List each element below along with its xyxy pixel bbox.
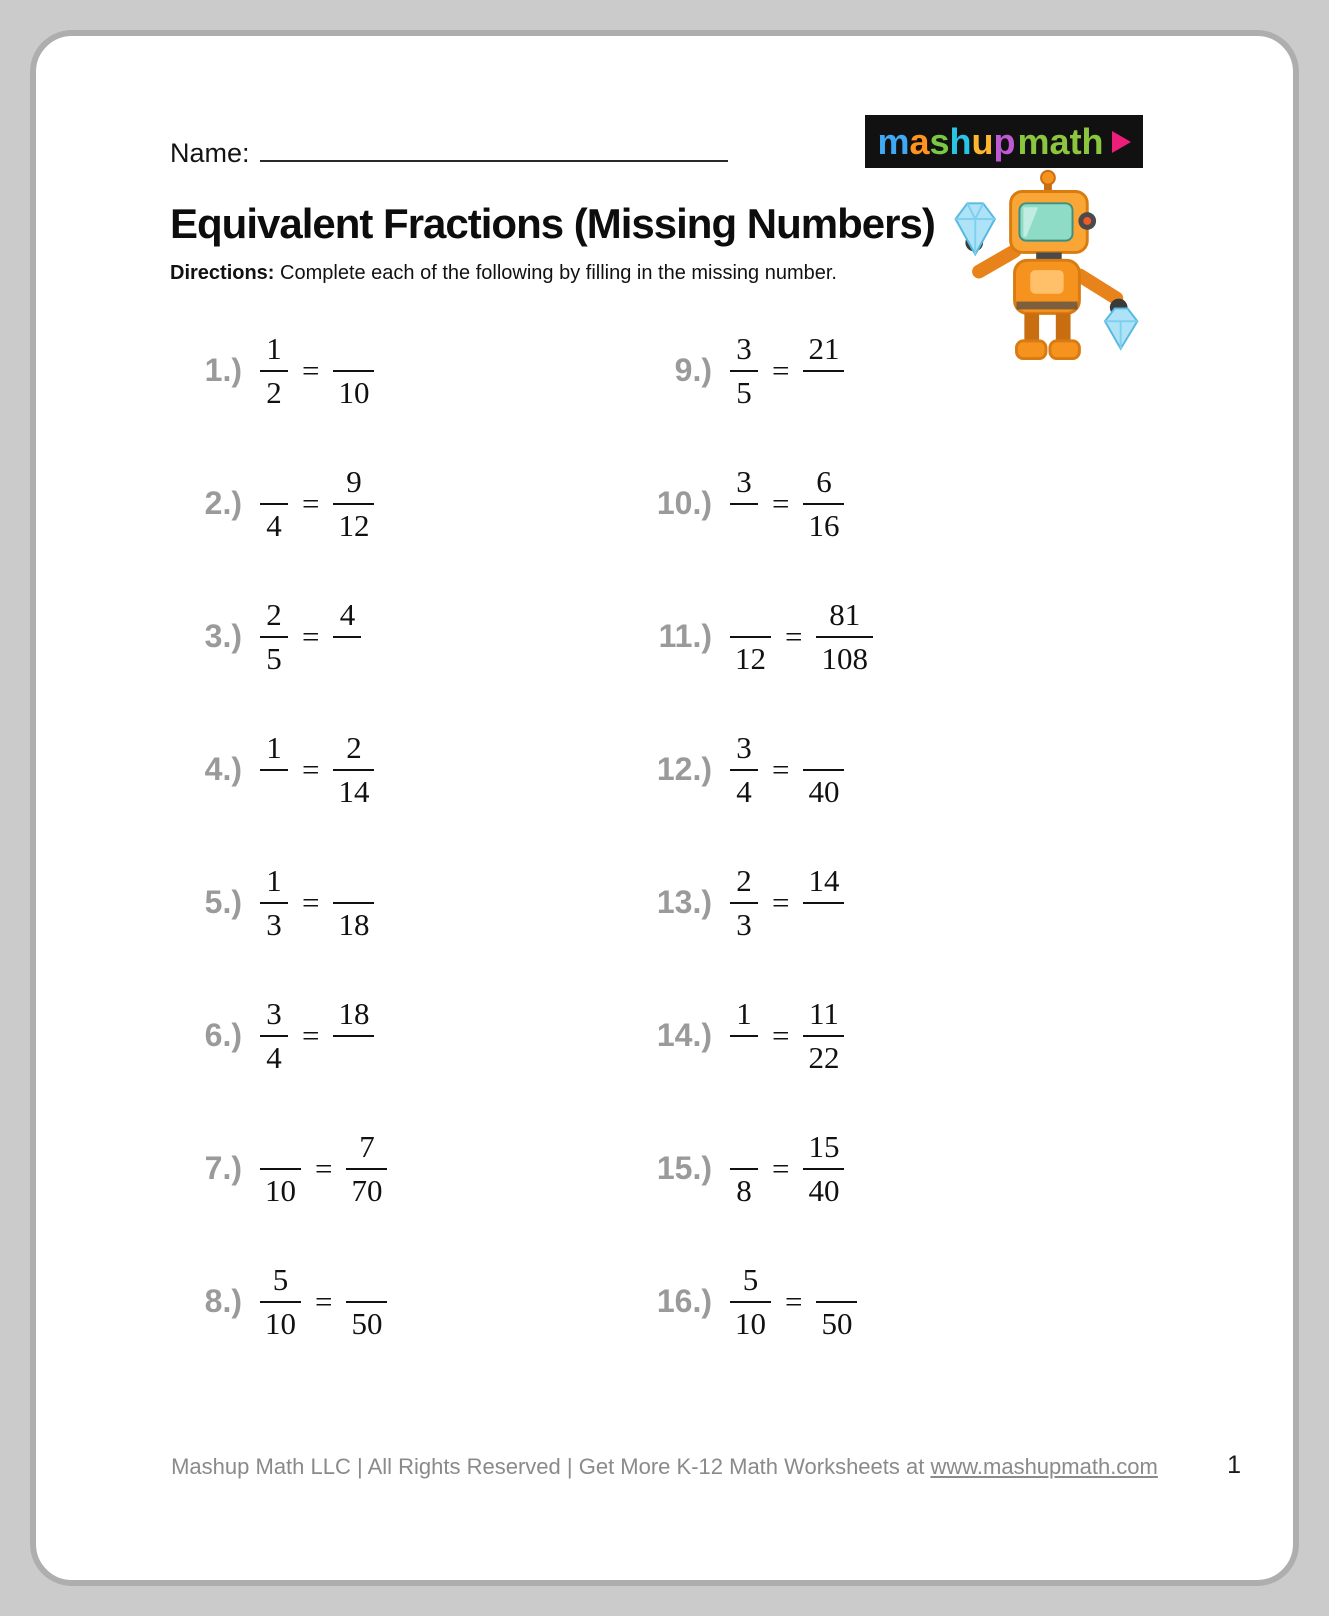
logo-letter: p xyxy=(993,120,1016,162)
problem-2 xyxy=(156,464,626,543)
fraction-numerator-blank[interactable] xyxy=(333,331,374,372)
play-icon xyxy=(1112,131,1131,153)
fraction xyxy=(346,1129,387,1208)
equals-sign: = xyxy=(302,485,320,521)
fraction-denominator: 4 xyxy=(736,773,752,809)
fraction-numerator: 81 xyxy=(816,597,873,638)
equation xyxy=(730,1129,844,1208)
fraction xyxy=(730,464,758,543)
fraction-denominator: 50 xyxy=(351,1305,383,1341)
equation xyxy=(260,730,374,809)
fraction-denominator: 16 xyxy=(808,507,840,543)
fraction-denominator: 12 xyxy=(735,640,766,676)
equals-sign: = xyxy=(772,485,790,521)
problem-15 xyxy=(626,1129,1166,1208)
fraction-numerator: 3 xyxy=(730,730,758,771)
problem-7 xyxy=(156,1129,626,1208)
fraction-denominator: 14 xyxy=(338,773,370,809)
fraction xyxy=(730,331,758,410)
equals-sign: = xyxy=(772,1017,790,1053)
equation xyxy=(730,863,844,942)
name-label: Name: xyxy=(170,138,250,168)
fraction xyxy=(333,464,374,543)
fraction-numerator: 1 xyxy=(260,730,288,771)
fraction-numerator-blank[interactable] xyxy=(260,1129,301,1170)
equals-sign: = xyxy=(302,1017,320,1053)
fraction xyxy=(260,331,288,410)
fraction-denominator: 10 xyxy=(265,1305,296,1341)
problem-10 xyxy=(626,464,1166,543)
fraction-numerator: 21 xyxy=(803,331,844,372)
fraction-denominator-blank[interactable] xyxy=(333,638,361,677)
fraction-numerator: 15 xyxy=(803,1129,844,1170)
equation xyxy=(730,464,844,543)
fraction-denominator: 4 xyxy=(266,1039,282,1075)
fraction-numerator: 2 xyxy=(333,730,374,771)
fraction xyxy=(803,331,844,410)
equals-sign: = xyxy=(302,618,320,654)
fraction-numerator: 1 xyxy=(260,331,288,372)
fraction-numerator: 14 xyxy=(803,863,844,904)
problem-number: 7.) xyxy=(204,1150,242,1186)
equation xyxy=(730,730,844,809)
fraction-numerator-blank[interactable] xyxy=(730,1129,758,1170)
fraction xyxy=(803,730,844,809)
fraction xyxy=(803,1129,844,1208)
fraction xyxy=(803,464,844,543)
logo-letter: a xyxy=(909,120,930,162)
fraction xyxy=(730,597,771,676)
fraction-denominator-blank[interactable] xyxy=(730,505,758,544)
fraction xyxy=(730,730,758,809)
fraction-numerator: 2 xyxy=(730,863,758,904)
fraction-denominator: 40 xyxy=(808,1172,840,1208)
problem-number: 8.) xyxy=(204,1283,242,1319)
fraction-denominator-blank[interactable] xyxy=(260,771,288,810)
logo-letter: m xyxy=(877,120,910,162)
equation xyxy=(730,597,873,676)
equals-sign: = xyxy=(302,352,320,388)
fraction xyxy=(260,597,288,676)
fraction-denominator: 40 xyxy=(808,773,840,809)
equals-sign: = xyxy=(302,884,320,920)
fraction-denominator: 10 xyxy=(265,1172,296,1208)
problem-1 xyxy=(156,331,626,410)
fraction-numerator: 1 xyxy=(730,996,758,1037)
fraction-numerator: 1 xyxy=(260,863,288,904)
problem-number: 15.) xyxy=(656,1150,712,1186)
footer-text: Mashup Math LLC | All Rights Reserved | Get More K-12 Math Worksheets at xyxy=(171,1454,931,1479)
problem-number: 10.) xyxy=(656,485,712,521)
equals-sign: = xyxy=(772,352,790,388)
fraction-denominator-blank[interactable] xyxy=(803,372,844,411)
problem-11 xyxy=(626,597,1166,676)
directions-label: Directions: xyxy=(170,262,275,284)
fraction-denominator: 12 xyxy=(338,507,370,543)
problem-number: 12.) xyxy=(656,751,712,787)
fraction-denominator: 108 xyxy=(821,640,868,676)
worksheet-title: Equivalent Fractions (Missing Numbers) xyxy=(170,200,935,247)
fraction xyxy=(260,730,288,809)
equals-sign: = xyxy=(772,1150,790,1186)
fraction-denominator: 10 xyxy=(338,374,370,410)
equals-sign: = xyxy=(785,1283,803,1319)
problem-number: 1.) xyxy=(204,352,242,388)
logo-letter: h xyxy=(949,120,972,162)
fraction-numerator: 2 xyxy=(260,597,288,638)
footer-link[interactable]: www.mashupmath.com xyxy=(930,1454,1158,1479)
fraction-numerator: 3 xyxy=(730,464,758,505)
problem-6 xyxy=(156,996,626,1075)
fraction xyxy=(803,863,844,942)
fraction-numerator-blank[interactable] xyxy=(346,1262,387,1303)
fraction-numerator: 11 xyxy=(803,996,844,1037)
fraction xyxy=(260,464,288,543)
fraction-numerator: 5 xyxy=(730,1262,771,1303)
problem-9 xyxy=(626,331,1166,410)
equation xyxy=(730,331,844,410)
problem-14 xyxy=(626,996,1166,1075)
problem-number: 14.) xyxy=(656,1017,712,1053)
fraction-numerator: 3 xyxy=(730,331,758,372)
diamond-icon xyxy=(956,203,995,254)
problem-number: 5.) xyxy=(204,884,242,920)
fraction xyxy=(333,597,361,676)
logo-text-mashup xyxy=(877,121,1015,163)
fraction-denominator: 10 xyxy=(735,1305,766,1341)
logo-text-math: math xyxy=(1017,120,1104,162)
problem-number: 6.) xyxy=(204,1017,242,1053)
equation xyxy=(260,1129,387,1208)
footer xyxy=(36,1454,1293,1480)
equation xyxy=(260,597,361,676)
fraction-denominator: 3 xyxy=(736,906,752,942)
fraction xyxy=(730,1129,758,1208)
fraction-numerator: 3 xyxy=(260,996,288,1037)
name-input-line[interactable] xyxy=(260,138,728,162)
equals-sign: = xyxy=(772,884,790,920)
fraction-numerator-blank[interactable] xyxy=(816,1262,857,1303)
problems-grid xyxy=(156,304,1166,1368)
fraction-denominator: 2 xyxy=(266,374,282,410)
fraction xyxy=(333,996,374,1075)
fraction-denominator: 50 xyxy=(821,1305,853,1341)
problem-4 xyxy=(156,730,626,809)
fraction-denominator: 5 xyxy=(266,640,282,676)
fraction xyxy=(730,863,758,942)
fraction-denominator: 18 xyxy=(338,906,370,942)
problem-5 xyxy=(156,863,626,942)
fraction-numerator-blank[interactable] xyxy=(333,863,374,904)
worksheet-page xyxy=(30,30,1299,1586)
fraction xyxy=(260,863,288,942)
equals-sign: = xyxy=(315,1283,333,1319)
fraction-denominator: 3 xyxy=(266,906,282,942)
equation xyxy=(260,996,374,1075)
problem-12 xyxy=(626,730,1166,809)
logo-letter: u xyxy=(971,120,994,162)
fraction xyxy=(816,1262,857,1341)
fraction xyxy=(260,996,288,1075)
fraction xyxy=(346,1262,387,1341)
equals-sign: = xyxy=(785,618,803,654)
fraction xyxy=(730,1262,771,1341)
fraction-numerator: 18 xyxy=(333,996,374,1037)
fraction-denominator: 70 xyxy=(351,1172,383,1208)
fraction xyxy=(260,1129,301,1208)
fraction-denominator-blank[interactable] xyxy=(803,904,844,943)
problem-13 xyxy=(626,863,1166,942)
problem-8 xyxy=(156,1262,626,1341)
equals-sign: = xyxy=(302,751,320,787)
directions xyxy=(170,262,837,285)
name-row xyxy=(170,138,728,169)
equation xyxy=(730,996,844,1075)
logo-letter: s xyxy=(929,120,950,162)
fraction-numerator: 9 xyxy=(333,464,374,505)
fraction-numerator-blank[interactable] xyxy=(730,597,771,638)
problem-number: 13.) xyxy=(656,884,712,920)
fraction xyxy=(730,996,758,1075)
fraction-numerator: 6 xyxy=(803,464,844,505)
fraction xyxy=(333,863,374,942)
fraction-numerator-blank[interactable] xyxy=(260,464,288,505)
problem-number: 4.) xyxy=(204,751,242,787)
equals-sign: = xyxy=(772,751,790,787)
problem-number: 3.) xyxy=(204,618,242,654)
fraction xyxy=(816,597,873,676)
mashupmath-logo xyxy=(865,115,1143,168)
fraction-denominator-blank[interactable] xyxy=(333,1037,374,1076)
problem-number: 16.) xyxy=(656,1283,712,1319)
problem-number: 2.) xyxy=(204,485,242,521)
equals-sign: = xyxy=(315,1150,333,1186)
page-number: 1 xyxy=(1227,1451,1241,1479)
fraction-denominator: 4 xyxy=(266,507,282,543)
fraction-numerator-blank[interactable] xyxy=(803,730,844,771)
equation xyxy=(260,331,374,410)
problem-number: 11.) xyxy=(658,618,712,654)
problem-number: 9.) xyxy=(674,352,712,388)
fraction xyxy=(803,996,844,1075)
equation xyxy=(260,1262,387,1341)
equation xyxy=(730,1262,857,1341)
fraction-numerator: 4 xyxy=(333,597,361,638)
problem-16 xyxy=(626,1262,1166,1341)
fraction-denominator: 5 xyxy=(736,374,752,410)
fraction-numerator: 5 xyxy=(260,1262,301,1303)
equation xyxy=(260,863,374,942)
fraction xyxy=(333,730,374,809)
directions-text: Complete each of the following by filling in the missing number. xyxy=(274,262,837,284)
fraction xyxy=(333,331,374,410)
fraction-numerator: 7 xyxy=(346,1129,387,1170)
fraction-denominator: 8 xyxy=(736,1172,752,1208)
fraction-denominator-blank[interactable] xyxy=(730,1037,758,1076)
fraction xyxy=(260,1262,301,1341)
problem-3 xyxy=(156,597,626,676)
fraction-denominator: 22 xyxy=(808,1039,840,1075)
equation xyxy=(260,464,374,543)
